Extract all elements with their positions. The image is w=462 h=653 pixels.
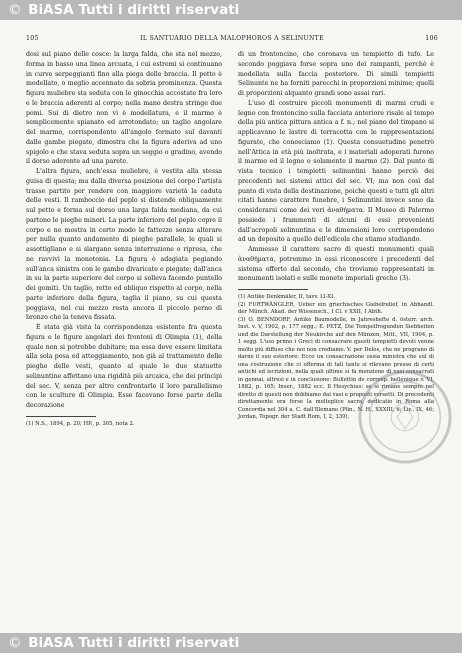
copyright-icon: © <box>8 635 22 651</box>
paragraph: Ammesso il carattere sacro di questi monumenti quali ἀναθήματα, potremmo in essi riconoscere i precedenti del sistema offerto dal secondo, che troviamo rappresentati in monumenti isolati e sulle monete imperiali greche (3). <box>238 246 434 283</box>
paragraph: dosi sul piano delle cosce: la larga falda, che sta nel mezzo, forma in basso una linea arcuata, i cui estremi si continuano in curve serpeggianti fino alla piega delle braccia. Il petto è modellato, o meglio accennato da sobria prominenza. Questa figura muliebre sta seduta con le ginocchia accostate fra loro e le braccia aderenti al corpo; nella mano destra stringe due pomi. Sui di dietro non vi è modellatura, e il marmo è semplicemente spianato ed arrotondato; un taglio angolare del marmo, corrispondente all'angolo formato sul davanti dalle gambe piegate, dimostra che la figura aderiva ad uno spigolo e che stava seduta sopra un seggio o gradino, avendo il dorso aderente ad una parete. <box>26 51 222 166</box>
running-head <box>26 33 438 45</box>
footnote: (1) Antike Denkmäler, II, tavv. LI-XI. <box>238 294 335 300</box>
footnote: (2) FURTWÄNGLER, Ueber ein griechisches Giebelrelief, in Abhandl. der Münch. Akad. der Wissensch., I Cl. v XXII, I Abth. <box>238 301 434 315</box>
library-stamp <box>356 368 454 466</box>
watermark-text: BiASA Tutti i diritti riservati <box>28 2 240 18</box>
page-number-left: 105 <box>26 35 39 42</box>
book-page <box>26 33 438 623</box>
footnote-rule <box>26 416 96 417</box>
watermark-text: BiASA Tutti i diritti riservati <box>28 635 240 651</box>
right-column <box>238 50 434 422</box>
watermark-banner-bottom <box>0 633 462 653</box>
copyright-icon: © <box>8 2 22 18</box>
footnote: (1) N.S., 1894, p. 20; HP., p. 305, nota 2. <box>26 420 135 427</box>
paragraph: di un frontoncino, che coronava un tempietto di tufo. Le secondo poggiava forse sopra uno dei rampanti, perchè è modellata sulla faccia posteriore. Di simili tempietti Selinunte ne ha forniti parecchi in proporzioni minime; quelli di proporzioni alquanto grandi sono assai rari. <box>238 51 434 97</box>
watermark-banner-top <box>0 0 462 20</box>
paragraph: L'altra figura, anch'essa muliebre, è vestita alla stessa guisa di questa; ma dalla diversa posizione del corpo l'artista trasse partito per rendere con maggiore varietà la caduta delle vesti. Il ramboccio del peplo si distende obliquamente sul petto e forma sul dorso una larga falda mediana, da cui partono le pieghe minori. La parte inferiore del peplo copre il corpo e ne mostra in certo modo le fattezze senza alterare per nulla quanto andamento di pieghe parallele, le quali si assottigliano e si slargano senza interruzione o ripresa, che ne ravvivi la monotonia. La figura è adagiata pegiando sull'anca sinistra con le gambe divaricate e piegate; dall'anca in su la parte superiore del corpo si solleva facendo puntello dei gomiti. Un taglio, retto ed obliquo rispetto al corpo, nella parte inferiore della figura, taglia il piano, su cui questa poggiava, nel cui mezzo resta ancora il piccolo perno di bronzo che la teneva fissata. <box>26 168 222 322</box>
paragraph: È stata già vista la corrispondenza esistente fra questa figura e le figure angolari dei frontoni di Olimpia (1), della quale non si potrebbe dubitare; ma essa deve essere limitata alla sola posa ed atteggiamento, non già al trattamento delle pieghe delle vesti, quanto al quale le due statuette selinuntine affettano una rigidità più arcaica, che dei principi del sec. V, senza per altro confrontarle il loro parallelismo con le sculture di Olimpia. Esse facevano forse parte della decorazione <box>26 324 222 409</box>
running-title: IL SANTUARIO DELLA MALOPHOROS A SELINUNTE <box>140 35 324 42</box>
footnote: (3) O. BENNDORF, Antike Baumodelle, in Jahreshefte d. österr. arch. Inst. v. V, 1902, p. 177 segg.; E. PETZ, Die Tempelfrogunden Siebheiten und die Darstellung der Neukirche auf den Münzen, Mitt., VII, 1904, p. 1 segg. L'uso primo i Greci di consacrare questi tempietti devoti venne molto più diffuso che noi non crediamo. V. per Delos, che ne prograno di darne il suo esteriore: Ecco un consacrazione ossia ministra che sul di una costruzione che ci offerma di tali tante si rilevano presso di certi antichi ed iscrizioni, nella quali ultime si fa menzione di vasi consacrati in gennai, altresi e in conclusione: Bullettin de corresp. hellénique v. VI, 1882, p. 165; Inser., 1882 ecc. Il Hesychius: se si rimane sempre nel diretto di questi non dobbiamo dai vasi e proposti versetti. Di precedenti direttamente era forse la molteplice sacra, dedicatio in Roma alla Concordia nel 304 a. C. dall'Illemano (Plin., N. H., XXXIII, 6; Liv., IX, 46; Jordan, Topogr. der Stadt Rom, I, 2, 339). <box>238 316 434 420</box>
paragraph: L'uso di costruire piccoli monumenti di marmi crudi e legno con frontoncino sulla facciata anteriore risale al tempo della più antica pittura antica a f. n.; nel piano del timpano si applicavano le lastre di terracotta con le rappresentazioni figurate, che conosciamo (1). Questa consuetudine penetrò nell'Attica in età più inoltrata, e i materiali adoperati furono il marmo ed il legno o solamente il marmo (2). Dal punto di vista tecnico i tempietti selinuntini hanno perciò dei precedenti nei sistemi attici del sec. VI; ma non così dal punto di vista della destinazione, poichè questi e tutti gli altri citati hanno carattere funebre, i Selinuntini invece sono da considerarsi come dei veri ἀναθήματα. Il Museo di Palermo possiede i frammenti di alcuni di essi provenienti dall'acropoli selinuntina e le dimensioni loro corrispondono ad un deposito a quello dell'edicola che stiamo studiando. <box>238 99 434 244</box>
watermark-logo <box>8 0 239 20</box>
left-column <box>26 50 222 428</box>
watermark-logo <box>8 633 239 653</box>
page-number-right: 106 <box>425 35 438 42</box>
footnote-rule <box>238 289 308 290</box>
